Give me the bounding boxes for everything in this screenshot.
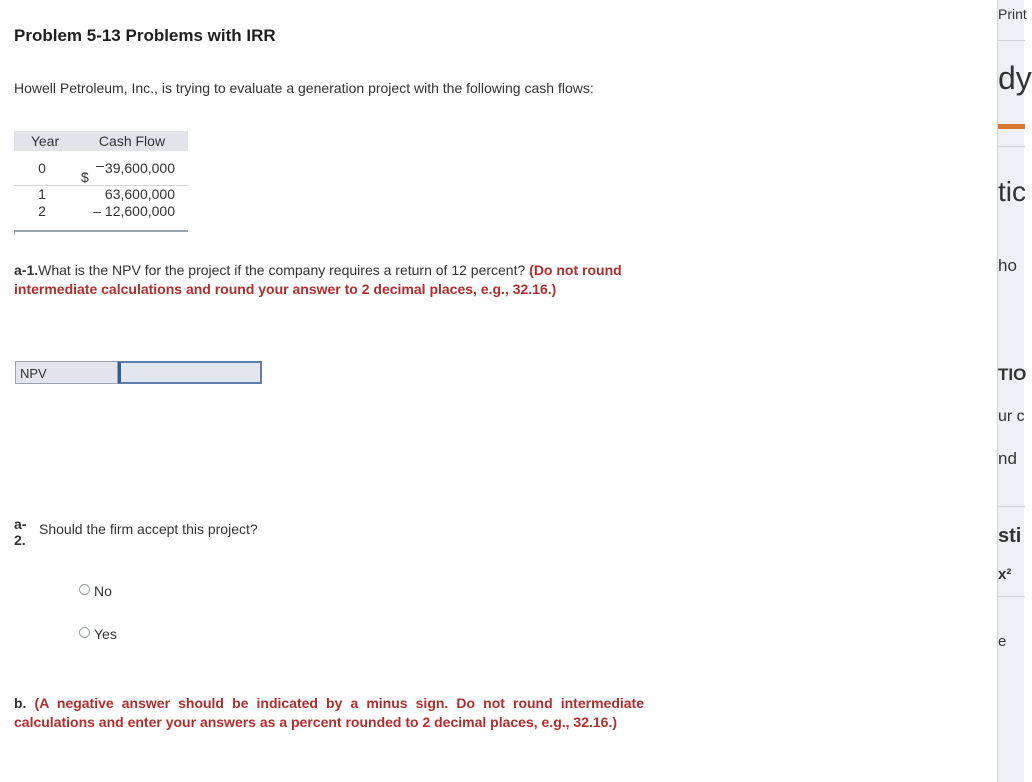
npv-label: NPV — [15, 361, 118, 384]
study-heading: dy — [998, 60, 1032, 96]
accent-bar — [998, 124, 1025, 129]
page-title: Problem 5-13 Problems with IRR — [14, 26, 276, 45]
divider — [998, 596, 1025, 597]
table-row — [14, 151, 188, 185]
question-a2-label-line1: a- — [14, 516, 27, 532]
option-label[interactable]: No — [94, 583, 112, 599]
side-heading-fragment: tic — [998, 176, 1026, 207]
superscript-icon[interactable]: x² — [998, 566, 1012, 583]
radio-button[interactable] — [79, 627, 90, 638]
question-b-instruction: (A negative answer should be indicated by a minus sign. Do not round intermediate calculations and enter your answers as a percent rounded to 2 decimal places, e.g., 32.16.) — [14, 695, 644, 730]
table-row — [14, 202, 188, 220]
table-row — [14, 185, 188, 202]
cash-flow-header: Cash Flow — [98, 133, 166, 149]
question-a1-instruction: (Do not round intermediate calculations and round your answer to 2 decimal places, e.g., 32.16.) — [14, 262, 622, 297]
year-cell: 2 — [38, 203, 46, 219]
question-a1-text: What is the NPV for the project if the company requires a return of 12 percent? — [38, 262, 526, 278]
side-text-fragment: ur c — [998, 408, 1025, 425]
print-button[interactable]: Print — [998, 6, 1027, 22]
side-text-fragment: e — [998, 633, 1007, 650]
year-header: Year — [30, 133, 60, 149]
npv-answer-row — [15, 361, 262, 385]
side-text-fragment: ho — [998, 256, 1017, 275]
divider — [998, 506, 1025, 507]
question-a2-label-line2: 2. — [14, 532, 26, 548]
cash-flow-table — [14, 131, 188, 220]
problem-intro: Howell Petroleum, Inc., is trying to evaluate a generation project with the following cash flows: — [14, 80, 594, 96]
divider — [998, 146, 1025, 147]
question-b-label: b. — [14, 695, 27, 711]
option-label[interactable]: Yes — [94, 626, 117, 642]
side-text-fragment: nd — [998, 449, 1017, 468]
question-b — [14, 694, 644, 732]
side-section-fragment: TIO — [998, 365, 1027, 384]
cash-flow-cell: 63,600,000 — [104, 186, 175, 202]
table-header — [14, 131, 188, 151]
table-bottom-rule — [14, 230, 188, 235]
question-a2-label — [14, 516, 26, 548]
question-a1-label: a-1. — [14, 262, 39, 278]
cash-flow-cell: – 12,600,000 — [93, 203, 175, 219]
option-no[interactable] — [79, 583, 112, 599]
option-yes[interactable] — [79, 626, 117, 642]
negative-sign-bar — [96, 166, 104, 167]
right-side-panel — [997, 0, 1032, 782]
cash-flow-cell: 39,600,000 — [104, 160, 175, 176]
npv-input[interactable] — [118, 361, 262, 384]
currency-symbol: $ — [81, 169, 89, 185]
year-cell: 1 — [38, 186, 46, 202]
side-section-fragment: sti — [998, 525, 1022, 547]
year-cell: 0 — [38, 160, 46, 176]
divider — [998, 40, 1025, 41]
radio-button[interactable] — [79, 584, 90, 595]
question-a2-text: Should the firm accept this project? — [39, 521, 258, 537]
question-a1 — [14, 261, 654, 299]
